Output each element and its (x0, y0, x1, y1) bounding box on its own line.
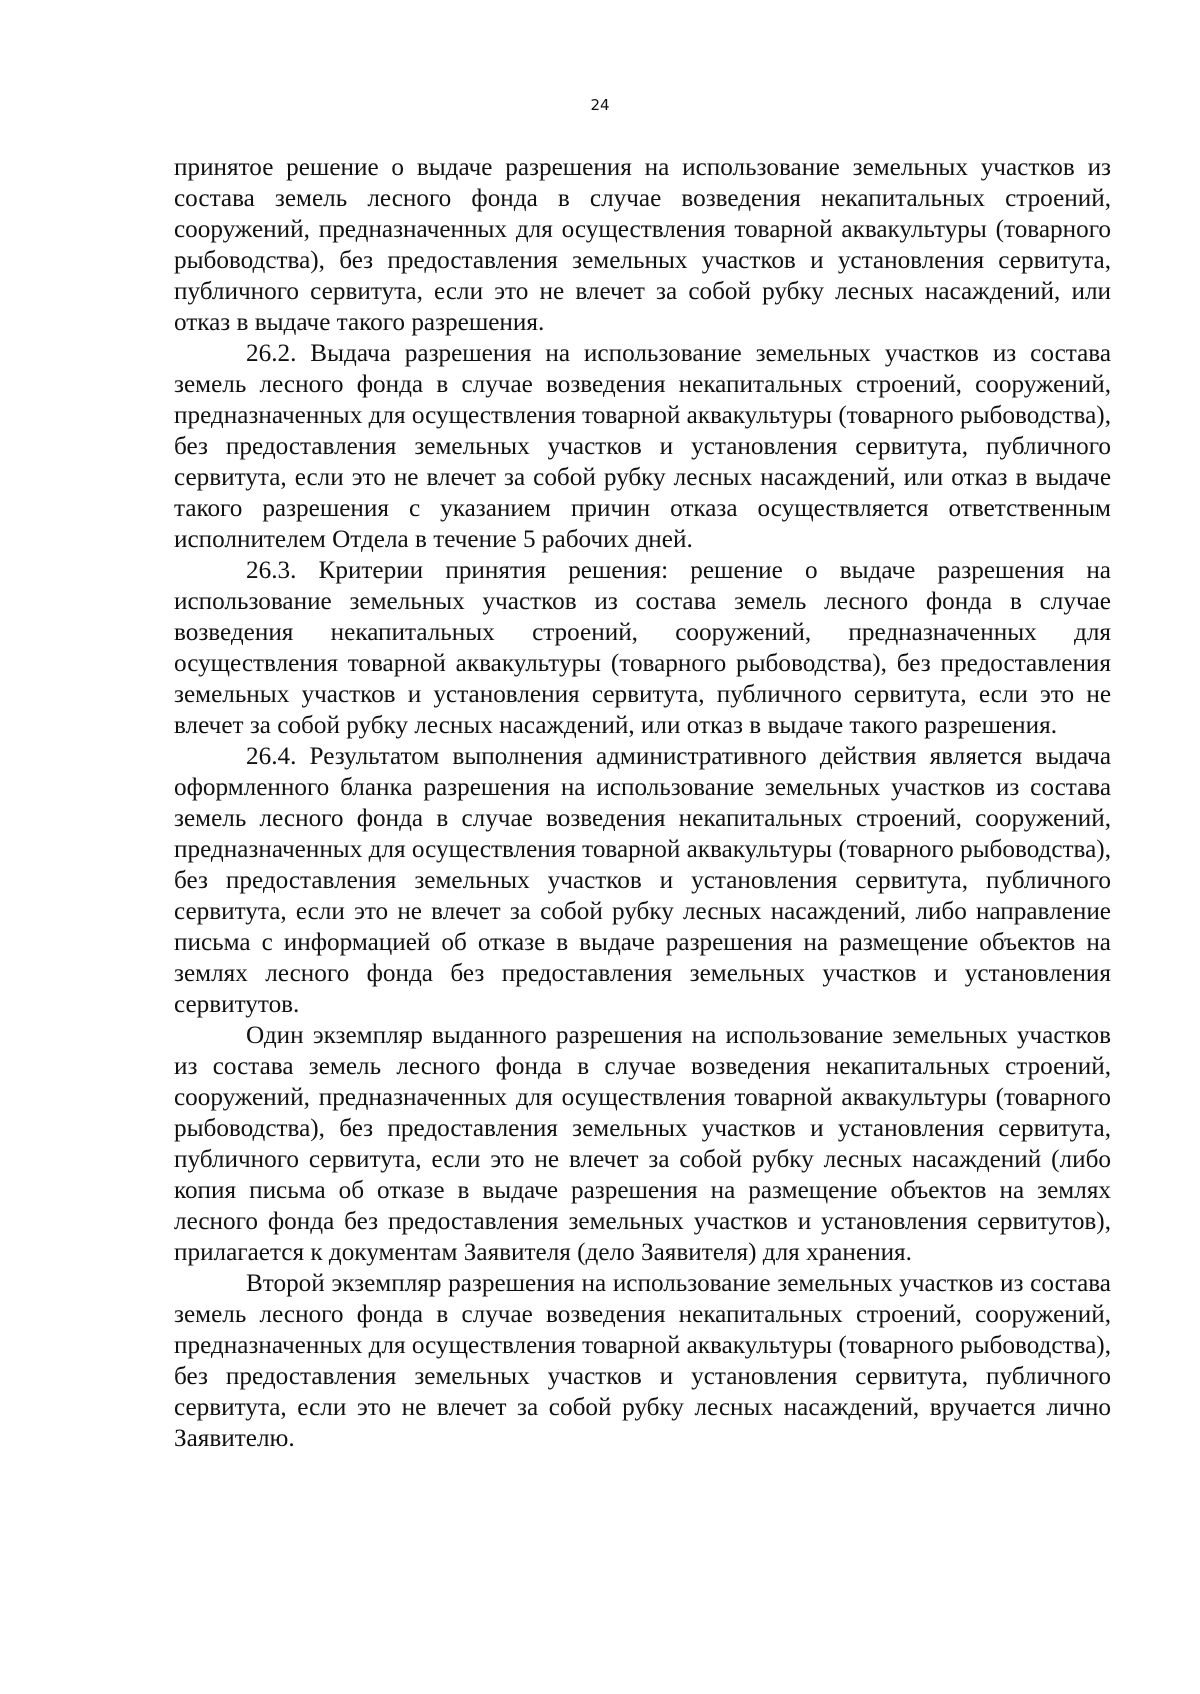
document-body (174, 152, 1111, 1454)
paragraph-continuation: принятое решение о выдаче разрешения на использование земельных участков из состава земель лесного фонда в случае возведения некапитальных строений, сооружений, предназначенных для осуществления товарной аквакультуры (товарного рыбоводства), без предоставления земельных участков и установления сервитута, публичного сервитута, если это не влечет за собой рубку лесных насаждений, или отказ в выдаче такого разрешения. (174, 154, 1111, 336)
paragraph-26-4: 26.4. Результатом выполнения административного действия является выдача оформленного бланка разрешения на использование земельных участков из состава земель лесного фонда в случае возведения некапитальных строений, сооружений, предназначенных для осуществления товарной аквакультуры (товарного рыбоводства), без предоставления земельных участков и установления сервитута, публичного сервитута, если это не влечет за собой рубку лесных насаждений, либо направление письма с информацией об отказе в выдаче разрешения на размещение объектов на землях лесного фонда без предоставления земельных участков и установления сервитутов. (174, 743, 1111, 1018)
paragraph-26-2: 26.2. Выдача разрешения на использование земельных участков из состава земель лесного фонда в случае возведения некапитальных строений, сооружений, предназначенных для осуществления товарной аквакультуры (товарного рыбоводства), без предоставления земельных участков и установления сервитута, публичного сервитута, если это не влечет за собой рубку лесных насаждений, или отказ в выдаче такого разрешения с указанием причин отказа осуществляется ответственным исполнителем Отдела в течение 5 рабочих дней. (174, 340, 1111, 553)
paragraph-first-copy: Один экземпляр выданного разрешения на использование земельных участков из состава земель лесного фонда в случае возведения некапитальных строений, сооружений, предназначенных для осуществления товарной аквакультуры (товарного рыбоводства), без предоставления земельных участков и установления сервитута, публичного сервитута, если это не влечет за собой рубку лесных насаждений (либо копия письма об отказе в выдаче разрешения на размещение объектов на землях лесного фонда без предоставления земельных участков и установления сервитутов), прилагается к документам Заявителя (дело Заявителя) для хранения. (174, 1022, 1111, 1266)
page-number: 24 (590, 96, 610, 114)
paragraph-second-copy: Второй экземпляр разрешения на использование земельных участков из состава земель лесного фонда в случае возведения некапитальных строений, сооружений, предназначенных для осуществления товарной аквакультуры (товарного рыбоводства), без предоставления земельных участков и установления сервитута, публичного сервитута, если это не влечет за собой рубку лесных насаждений, вручается лично Заявителю. (174, 1270, 1111, 1452)
paragraph-26-3: 26.3. Критерии принятия решения: решение о выдаче разрешения на использование земельных участков из состава земель лесного фонда в случае возведения некапитальных строений, сооружений, предназначенных для осуществления товарной аквакультуры (товарного рыбоводства), без предоставления земельных участков и установления сервитута, публичного сервитута, если это не влечет за собой рубку лесных насаждений, или отказ в выдаче такого разрешения. (174, 557, 1111, 739)
